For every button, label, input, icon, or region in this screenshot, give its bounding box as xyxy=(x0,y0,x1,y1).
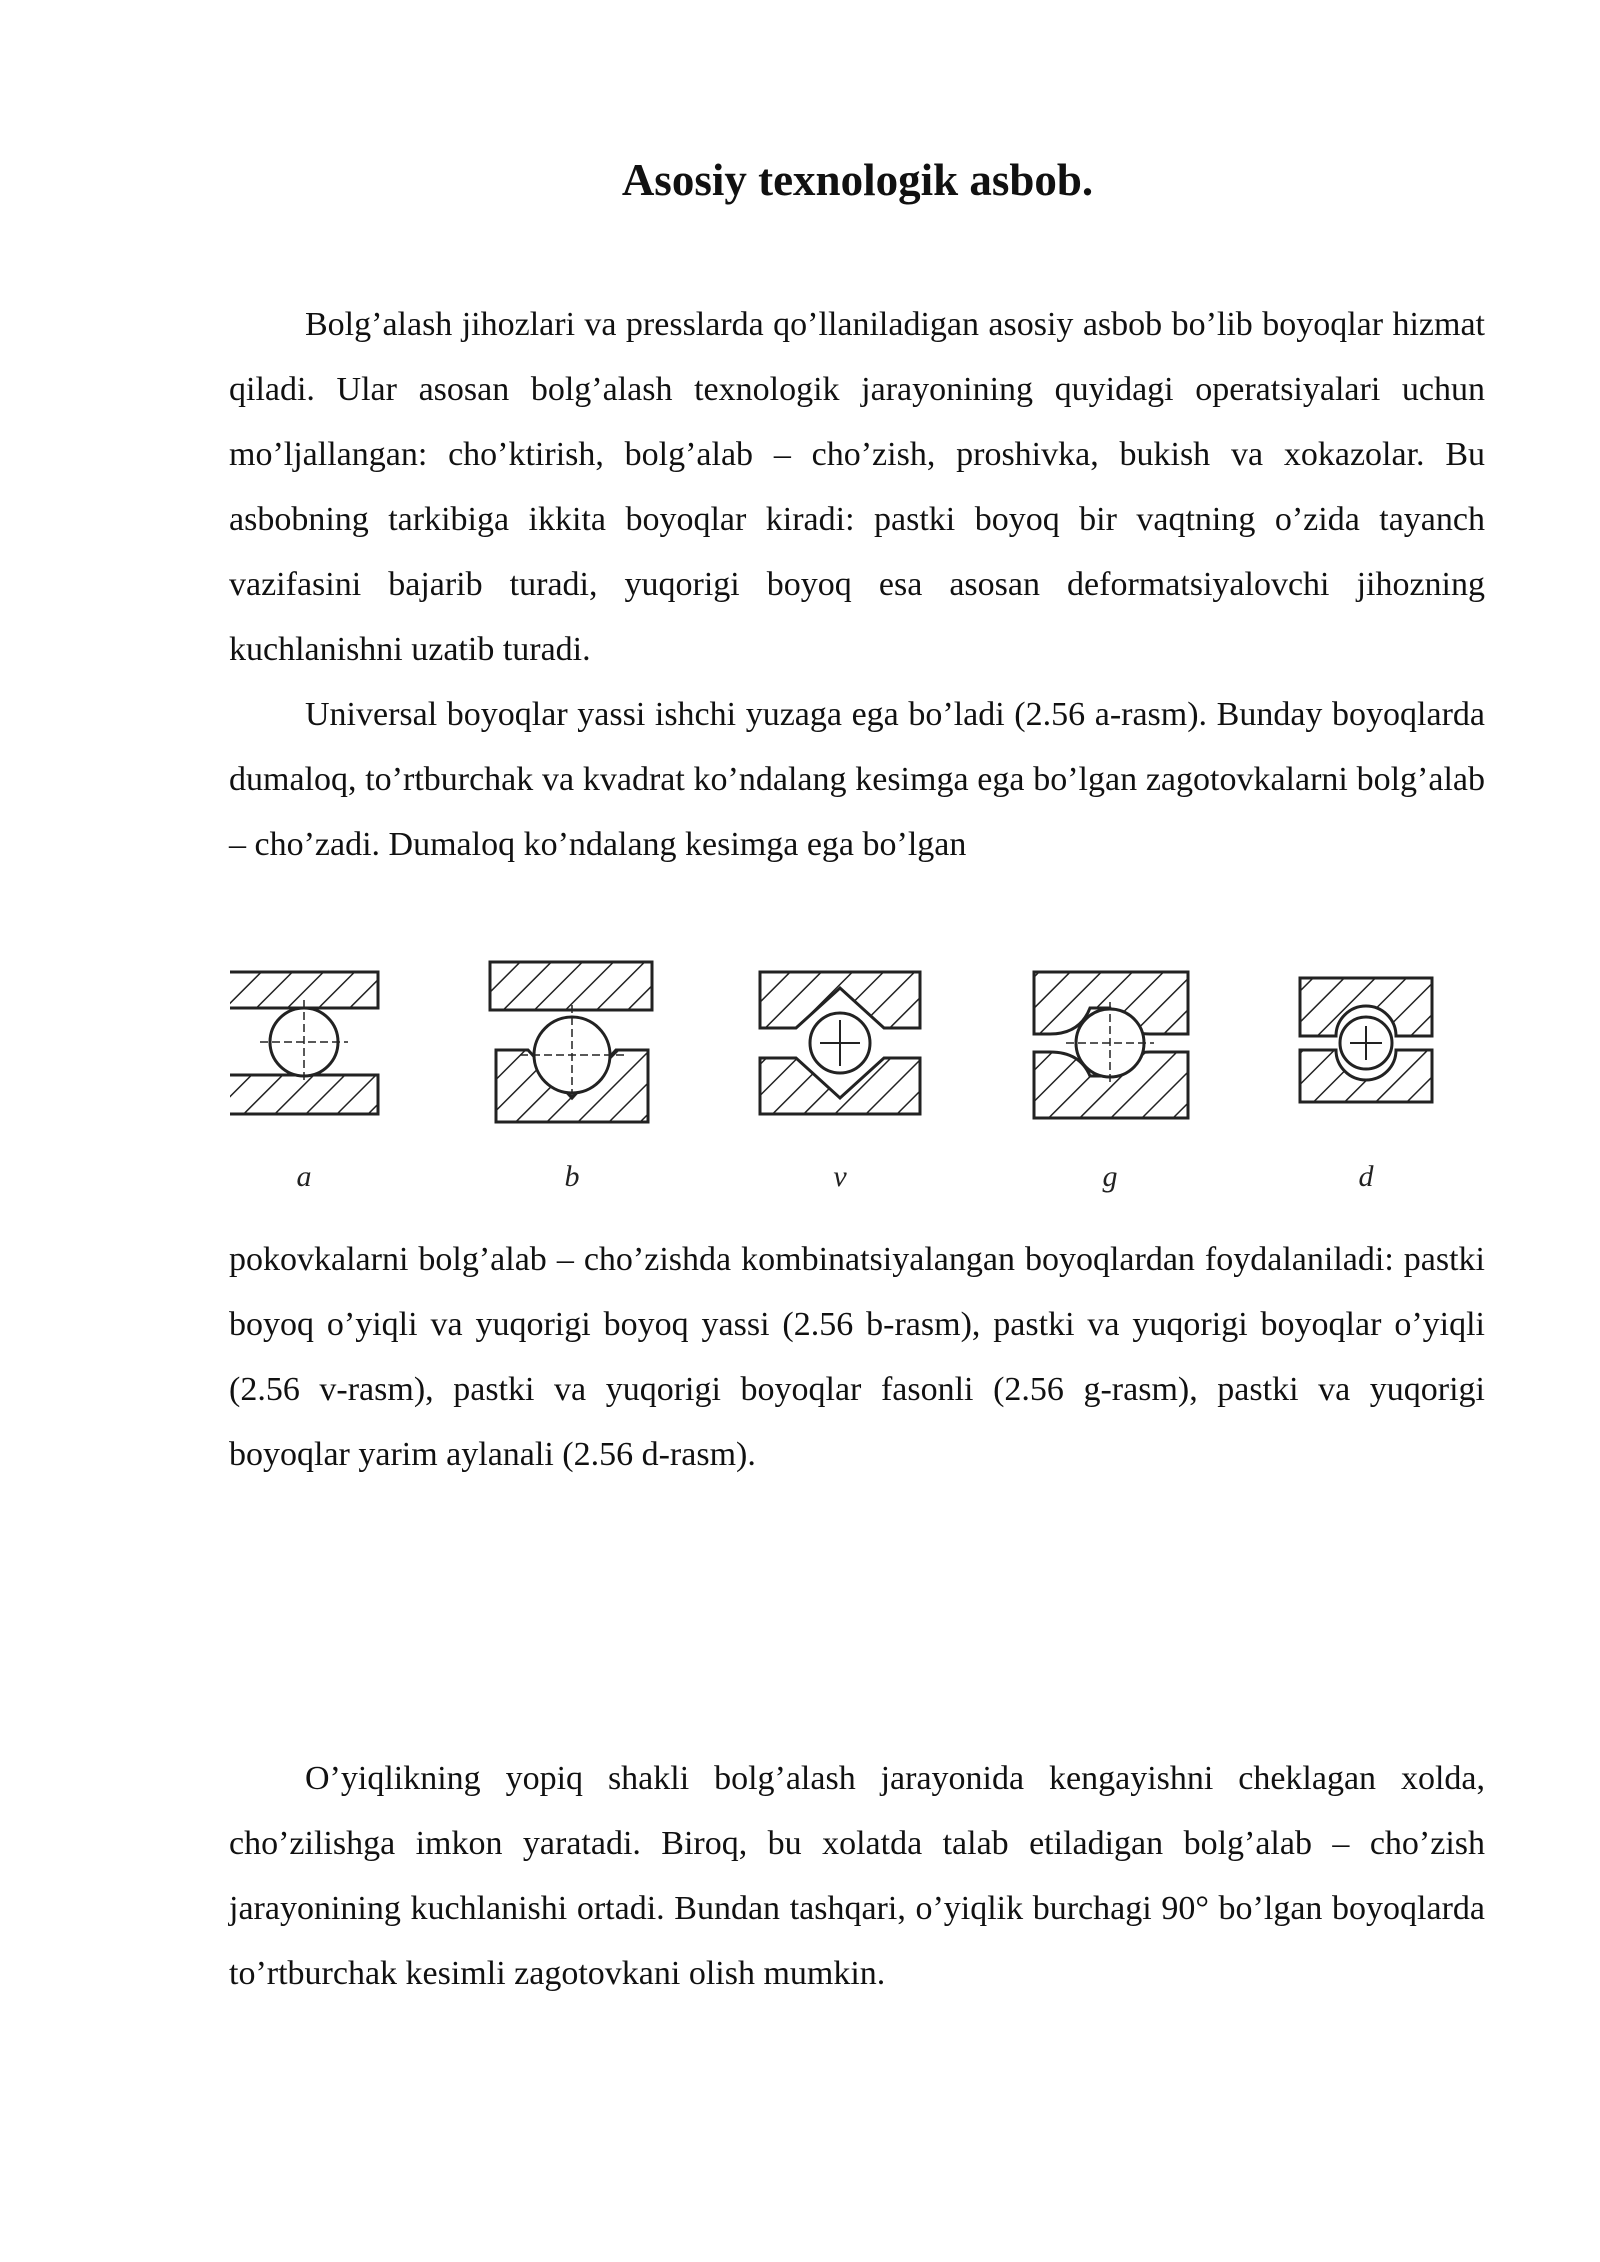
die-diagram-b xyxy=(490,962,652,1122)
dies-figure xyxy=(220,950,1480,1210)
figure-label-g: g xyxy=(1102,1160,1118,1193)
paragraph-intro: Bolg’alash jihozlari va presslarda qo’llaniladigan asosiy asbob bo’lib boyoqlar hizmat qiladi. Ular asosan bolg’alash texnologik jarayonining quyidagi operatsiyalari uchun mo’ljallangan: cho’ktirish, bolg’alab – cho’zish, proshivka, bukish va xokazolar. Bu asbobning tarkibiga ikkita boyoqlar kiradi: pastki boyoq bir vaqtning o’zida tayanch vazifasini bajarib turadi, yuqorigi boyoq esa asosan deformatsiyalovchi jihozning kuchlanishni uzatib turadi. xyxy=(229,306,1485,668)
page-title: Asosiy texnologik asbob. xyxy=(621,155,1094,205)
die-diagram-d xyxy=(1300,978,1432,1102)
figure-label-b: b xyxy=(564,1160,580,1193)
paragraph-universal-dies: Universal boyoqlar yassi ishchi yuzaga ega bo’ladi (2.56 a-rasm). Bunday boyoqlarda dumaloq, to’rtburchak va kvadrat ko’ndalang kesimga ega bo’lgan zagotovkalarni bolg’alab – cho’zadi. Dumaloq ko’ndalang kesimga ega bo’lgan xyxy=(229,696,1485,863)
die-diagram-a xyxy=(230,972,378,1114)
figure-label-a: a xyxy=(296,1160,312,1193)
paragraph-combined-dies: pokovkalarni bolg’alab – cho’zishda kombinatsiyalangan boyoqlardan foydalaniladi: pastki boyoq o’yiqli va yuqorigi boyoq yassi (2.56 b-rasm), pastki va yuqorigi boyoqlar o’yiqli (2.56 v-rasm), pastki va yuqorigi boyoqlar fasonli (2.56 g-rasm), pastki va yuqorigi boyoqlar yarim aylanali (2.56 d-rasm). xyxy=(229,1241,1485,1473)
paragraph-closed-groove: O’yiqlikning yopiq shakli bolg’alash jarayonida kengayishni cheklagan xolda, cho’zilishga imkon yaratadi. Biroq, bu xolatda talab etiladigan bolg’alab – cho’zish jarayonining kuchlanishi ortadi. Bundan tashqari, o’yiqlik burchagi 90° bo’lgan boyoqlarda to’rtburchak kesimli zagotovkani olish mumkin. xyxy=(229,1760,1485,1992)
die-diagram-v xyxy=(760,972,920,1114)
figure-label-v: v xyxy=(833,1160,847,1193)
die-diagram-g xyxy=(1034,972,1188,1118)
figure-label-d: d xyxy=(1358,1160,1374,1193)
